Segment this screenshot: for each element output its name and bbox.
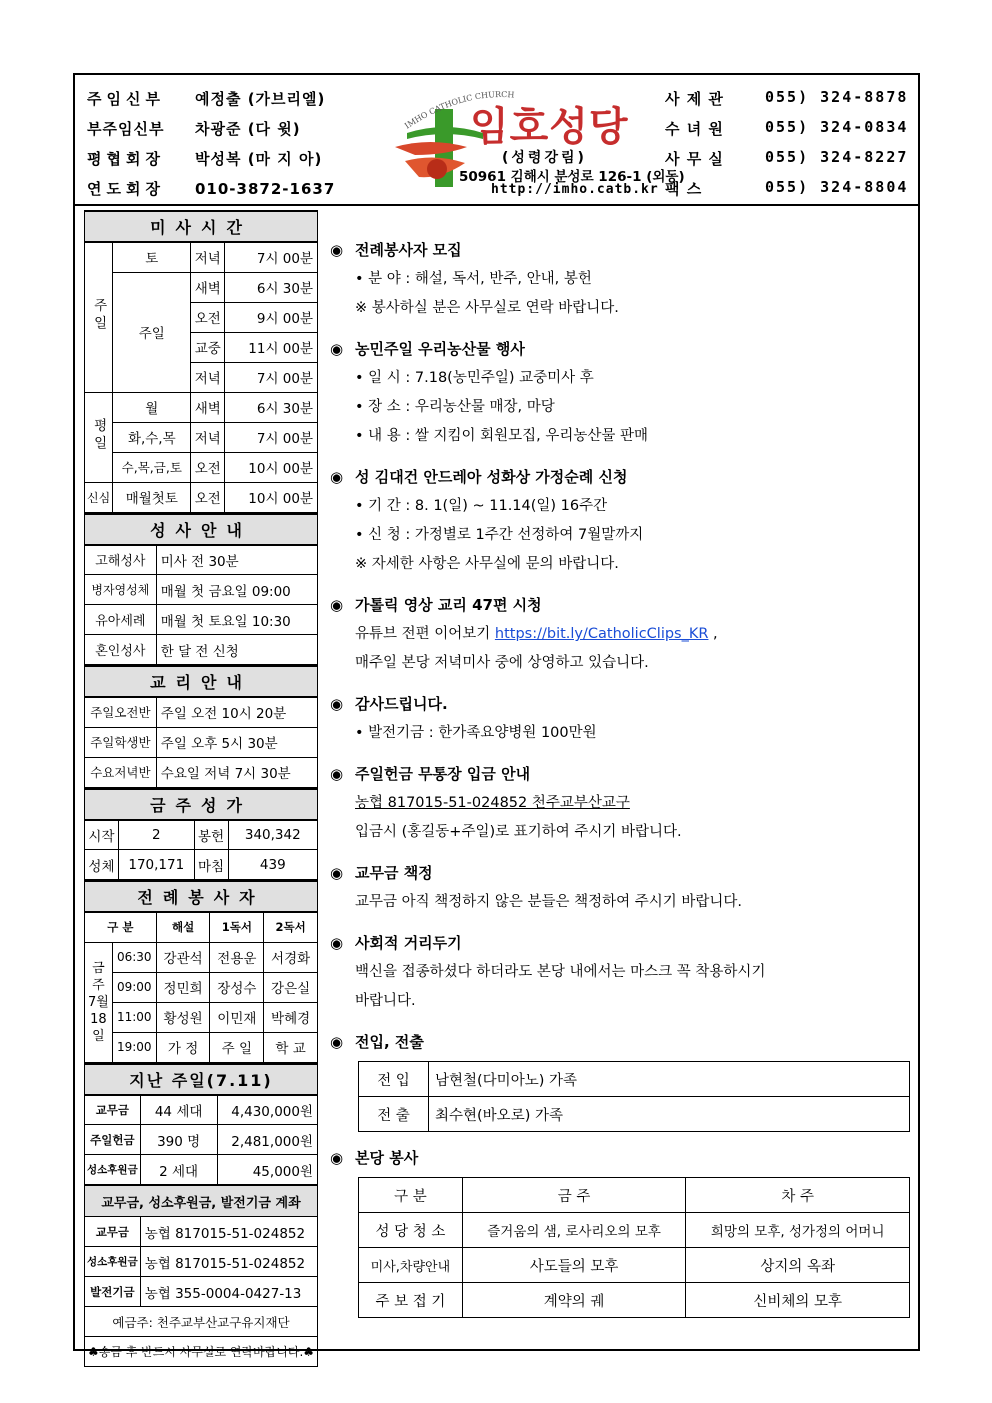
account-number: 농협 817015-51-024852	[140, 1247, 317, 1277]
finance-name: 교무금	[85, 1095, 141, 1125]
transfer-kind: 전 출	[359, 1097, 429, 1132]
finance-amount: 4,430,000원	[217, 1095, 317, 1125]
convent-phone-row: 수 녀 원 055) 324-0834	[665, 118, 909, 138]
mass-time: 7시 00분	[225, 422, 318, 452]
notice-title: 교무금 책정	[355, 864, 433, 882]
hymn-label: 봉헌	[194, 820, 228, 850]
service-group: 신비체의 모후	[686, 1283, 910, 1318]
address: 50961 김해시 분성로 126-1 (외동)	[459, 169, 685, 185]
notice-title: 농민주일 우리농산물 행사	[355, 340, 525, 358]
mass-day: 수,목,금,토	[113, 452, 191, 482]
service-group: 즐거움의 샘, 로사리오의 모후	[462, 1213, 686, 1248]
notice-title: 사회적 거리두기	[355, 934, 462, 952]
doctrine-name: 주일오전반	[85, 697, 157, 727]
youtube-link[interactable]: https://bit.ly/CatholicClips_KR	[494, 626, 709, 642]
doctrine-name: 수요저녁반	[85, 757, 157, 787]
bullet-icon: ◉	[330, 695, 344, 713]
notice-item	[330, 1143, 915, 1318]
mass-tod: 저녁	[191, 242, 225, 272]
fax-row: 팩 스 055) 324-8804	[665, 178, 909, 198]
server-name: 가 정	[156, 1032, 210, 1062]
notice-item	[330, 462, 915, 579]
accounts-table	[84, 1185, 318, 1367]
servers-table	[84, 880, 318, 1063]
mass-tod: 오전	[191, 482, 225, 512]
bullet-icon: ◉	[330, 1149, 344, 1167]
council-president-row: 평협회장 박성복 (마 지 아)	[87, 150, 323, 168]
server-name: 주 일	[210, 1032, 264, 1062]
server-name: 박혜경	[264, 1002, 318, 1032]
hymn-label: 마침	[194, 850, 228, 880]
service-group: 사도들의 모후	[462, 1248, 686, 1283]
bullet-icon: ◉	[330, 765, 344, 783]
hymn-number: 439	[228, 850, 317, 880]
account-name: 발전기금	[85, 1277, 141, 1307]
doctrine-value: 주일 오후 5시 30분	[156, 727, 317, 757]
mass-schedule-table	[84, 210, 318, 513]
servers-date: 금주 7월 18일	[85, 942, 113, 1062]
servers-head: 2독서	[264, 912, 318, 942]
church-en-name: IMHO CATHOLIC CHURCH	[403, 90, 515, 131]
website-url[interactable]: http://imho.catb.kr	[491, 182, 659, 197]
mass-day: 주일	[113, 272, 191, 392]
office-phone-row: 사 무 실 055) 324-8227	[665, 148, 909, 168]
notice-line: • 신 청 : 가정별로 1주간 선정하여 7월말까지	[355, 527, 644, 543]
transfer-family: 최수현(바오로) 가족	[429, 1097, 910, 1132]
weekday-group: 평일	[85, 392, 113, 482]
notice-item	[330, 334, 915, 451]
server-name: 이민재	[210, 1002, 264, 1032]
mass-time: 10시 00분	[225, 482, 318, 512]
notice-line: • 분 야 : 해설, 독서, 반주, 안내, 봉헌	[355, 271, 592, 287]
church-name: 임호성당	[470, 104, 629, 150]
sacrament-value: 미사 전 30분	[156, 545, 317, 575]
service-kind: 성 당 청 소	[359, 1213, 463, 1248]
notice-title: 주일헌금 무통장 입금 안내	[355, 765, 531, 783]
sacrament-name: 고해성사	[85, 545, 157, 575]
servers-head: 해설	[156, 912, 210, 942]
notice-line: 입금시 (홍길동+주일)로 표기하여 주시기 바랍니다.	[355, 824, 682, 840]
left-sidebar	[84, 210, 318, 1367]
hymn-label: 시작	[85, 820, 119, 850]
notice-title: 성 김대건 안드레아 성화상 가정순례 신청	[355, 468, 628, 486]
finance-amount: 45,000원	[217, 1155, 317, 1185]
mass-time: 7시 00분	[225, 362, 318, 392]
finance-name: 주일헌금	[85, 1125, 141, 1155]
notice-title: 전입, 전출	[355, 1033, 424, 1051]
finance-count: 390 명	[140, 1125, 217, 1155]
notice-item	[330, 235, 915, 323]
server-name: 서경화	[264, 942, 318, 972]
account-number: 농협 355-0004-0427-13	[140, 1277, 317, 1307]
sacrament-name: 병자영성체	[85, 575, 157, 605]
server-time: 19:00	[112, 1032, 156, 1062]
sunday-group: 주일	[85, 242, 113, 392]
bullet-icon: ◉	[330, 596, 344, 614]
rectory-phone-row: 사 제 관 055) 324-8878	[665, 88, 909, 108]
service-head: 차 주	[686, 1178, 910, 1213]
header	[75, 75, 918, 206]
doctrine-name: 주일학생반	[85, 727, 157, 757]
hymn-table	[84, 788, 318, 881]
hymn-number: 170,171	[118, 850, 194, 880]
notice-line: 교무금 아직 책정하지 않은 분들은 책정하여 주시기 바랍니다.	[355, 894, 743, 910]
pastor-row: 주임신부 예정출 (가브리엘)	[87, 90, 326, 108]
finance-amount: 2,481,000원	[217, 1125, 317, 1155]
accounts-title: 교무금, 성소후원금, 발전기금 계좌	[85, 1186, 318, 1217]
bullet-icon: ◉	[330, 340, 344, 358]
last-sunday-title: 지난 주일(7.11)	[85, 1064, 318, 1095]
mass-time: 11시 00분	[225, 332, 318, 362]
notice-line: ※ 봉사하실 분은 사무실로 연락 바랍니다.	[355, 300, 619, 316]
last-sunday-table	[84, 1063, 318, 1186]
announcements	[330, 235, 915, 1329]
server-time: 09:00	[112, 972, 156, 1002]
account-number: 농협 817015-51-024852	[140, 1217, 317, 1247]
bulletin-frame	[73, 73, 920, 1359]
service-group: 희망의 모후, 성가정의 어머니	[686, 1213, 910, 1248]
mass-time: 9시 00분	[225, 302, 318, 332]
finance-name: 성소후원금	[85, 1155, 141, 1185]
service-kind: 미사,차량안내	[359, 1248, 463, 1283]
sacrament-value: 매월 첫 토요일 10:30	[156, 605, 317, 635]
bullet-icon: ◉	[330, 1033, 344, 1051]
mass-tod: 오전	[191, 452, 225, 482]
hymn-title: 금주성가	[85, 789, 318, 820]
mass-tod: 저녁	[191, 362, 225, 392]
mass-time: 10시 00분	[225, 452, 318, 482]
server-name: 전용운	[210, 942, 264, 972]
hymn-label: 성체	[85, 850, 119, 880]
assistant-pastor-row: 부주임신부 차광준 (다 윗)	[87, 120, 301, 138]
yeondo-president-row: 연도회장 010-3872-1637	[87, 180, 336, 198]
service-group: 계약의 궤	[462, 1283, 686, 1318]
notice-line: 백신을 접종하셨다 하더라도 본당 내에서는 마스크 꼭 착용하시기	[355, 964, 766, 980]
notice-item	[330, 928, 915, 1016]
mass-time: 7시 00분	[225, 242, 318, 272]
server-time: 06:30	[112, 942, 156, 972]
notice-line: • 기 간 : 8. 1(일) ~ 11.14(일) 16주간	[355, 498, 608, 514]
notice-line: • 내 용 : 쌀 지킴이 회원모집, 우리농산물 판매	[355, 428, 649, 444]
service-kind: 주 보 접 기	[359, 1283, 463, 1318]
notice-item	[330, 858, 915, 917]
doctrine-value: 수요일 저녁 7시 30분	[156, 757, 317, 787]
sacrament-table	[84, 513, 318, 666]
doctrine-value: 주일 오전 10시 20분	[156, 697, 317, 727]
sacrament-value: 한 달 전 신청	[156, 635, 317, 665]
notice-line: ※ 자세한 사항은 사무실에 문의 바랍니다.	[355, 556, 619, 572]
server-name: 장성수	[210, 972, 264, 1002]
doctrine-table	[84, 665, 318, 788]
notice-line: 유튜브 전편 이어보기 https://bit.ly/CatholicClips_KR ,	[355, 626, 718, 642]
mass-tod: 저녁	[191, 422, 225, 452]
notice-line: 매주일 본당 저녁미사 중에 상영하고 있습니다.	[355, 655, 649, 671]
mass-time: 6시 30분	[225, 272, 318, 302]
finance-count: 44 세대	[140, 1095, 217, 1125]
hymn-number: 2	[118, 820, 194, 850]
mass-day: 월	[113, 392, 191, 422]
bullet-icon: ◉	[330, 934, 344, 952]
transfer-notice: ♣송금 후 반드시 사무실로 연락바랍니다.♣	[85, 1337, 318, 1367]
servers-head: 구 분	[85, 912, 157, 942]
notice-title: 가톨릭 영상 교리 47편 시청	[355, 596, 542, 614]
account-holder: 예금주: 천주교부산교구유지재단	[85, 1307, 318, 1337]
offering-account: 농협 817015-51-024852 천주교부산교구	[355, 795, 630, 811]
parish-service-table	[358, 1177, 910, 1318]
server-time: 11:00	[112, 1002, 156, 1032]
transfer-table	[358, 1061, 910, 1132]
notice-line: • 발전기금 : 한가족요양병원 100만원	[355, 725, 597, 741]
mass-tod: 새벽	[191, 272, 225, 302]
doctrine-title: 교리안내	[85, 666, 318, 697]
notice-title: 감사드립니다.	[355, 695, 448, 713]
mass-day: 토	[113, 242, 191, 272]
notice-line: • 일 시 : 7.18(농민주일) 교중미사 후	[355, 370, 594, 386]
notice-line: 바랍니다.	[355, 993, 416, 1009]
service-head: 금 주	[462, 1178, 686, 1213]
notice-item	[330, 590, 915, 678]
mass-tod: 교중	[191, 332, 225, 362]
server-name: 강관석	[156, 942, 210, 972]
service-group: 상지의 옥좌	[686, 1248, 910, 1283]
sinsim-group: 신심	[85, 482, 113, 512]
transfer-kind: 전 입	[359, 1062, 429, 1097]
church-logo	[375, 81, 685, 201]
notice-line: • 장 소 : 우리농산물 매장, 마당	[355, 399, 555, 415]
account-name: 교무금	[85, 1217, 141, 1247]
motto: (성령강림)	[502, 150, 587, 166]
sacrament-value: 매월 첫 금요일 09:00	[156, 575, 317, 605]
finance-count: 2 세대	[140, 1155, 217, 1185]
server-name: 학 교	[264, 1032, 318, 1062]
transfer-family: 남현철(다미아노) 가족	[429, 1062, 910, 1097]
server-name: 황성원	[156, 1002, 210, 1032]
sacrament-name: 혼인성사	[85, 635, 157, 665]
notice-title: 본당 봉사	[355, 1149, 419, 1167]
mass-time-title: 미사시간	[85, 211, 318, 242]
mass-time: 6시 30분	[225, 392, 318, 422]
bullet-icon: ◉	[330, 468, 344, 486]
notice-title: 전례봉사자 모집	[355, 241, 462, 259]
sacrament-title: 성사안내	[85, 514, 318, 545]
bullet-icon: ◉	[330, 241, 344, 259]
service-head: 구 분	[359, 1178, 463, 1213]
account-name: 성소후원금	[85, 1247, 141, 1277]
servers-title: 전례봉사자	[85, 881, 318, 912]
sacrament-name: 유아세례	[85, 605, 157, 635]
mass-tod: 오전	[191, 302, 225, 332]
notice-item	[330, 689, 915, 748]
server-name: 강은실	[264, 972, 318, 1002]
mass-tod: 새벽	[191, 392, 225, 422]
notice-item	[330, 1027, 915, 1132]
mass-day: 화,수,목	[113, 422, 191, 452]
mass-day: 매월첫토	[113, 482, 191, 512]
server-name: 정민희	[156, 972, 210, 1002]
bullet-icon: ◉	[330, 864, 344, 882]
hymn-number: 340,342	[228, 820, 317, 850]
notice-item	[330, 759, 915, 847]
servers-head: 1독서	[210, 912, 264, 942]
